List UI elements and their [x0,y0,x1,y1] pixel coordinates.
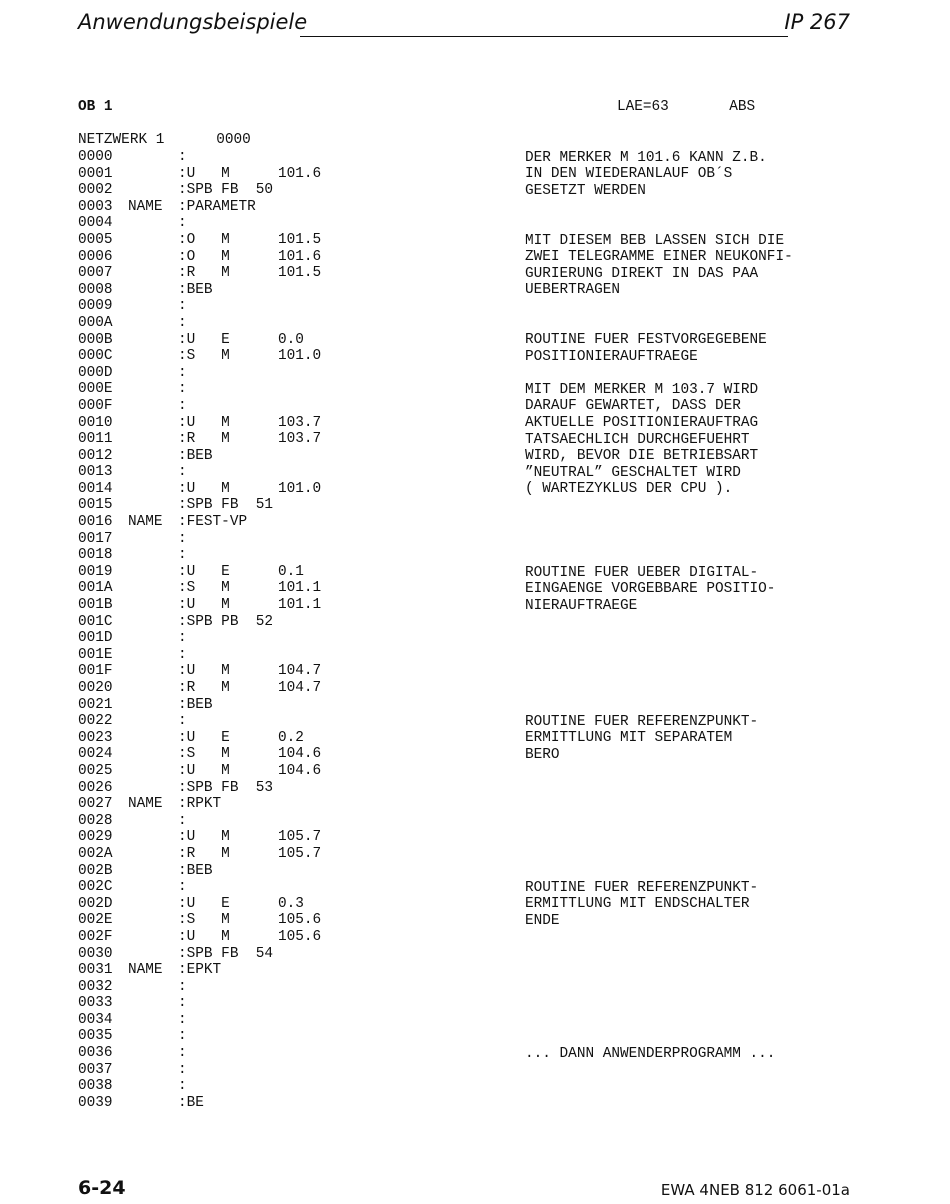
statement-address: 001B [78,597,113,614]
statement-address: 0017 [78,530,113,547]
block-info [617,99,755,115]
comment-block: ROUTINE FUER REFERENZPUNKT- ERMITTLUNG MIT SEPARATEM BERO [525,713,759,764]
statement-operand: 101.1 [278,580,322,597]
statement-operation: :SPB FB 51 [178,497,273,514]
statement-operation: :R M [178,680,230,696]
statement-operation: : [178,646,187,663]
statement-operation: :BEB [178,447,213,464]
statement-address: 0004 [78,215,113,232]
statement-operand: 101.5 [278,231,322,248]
statement-operation: : [178,1011,187,1028]
statement-operation: :R M [178,265,230,282]
statement-address: 0031 [78,962,113,979]
statement-operand: 104.7 [278,663,322,680]
statement-operation: : [178,397,187,414]
comment-block: MIT DIESEM BEB LASSEN SICH DIE ZWEI TELEGRAMME EINER NEUKONFI- GURIERUNG DIREKT IN DAS PAA UEBERTRAGEN [525,232,793,299]
statement-address: 0007 [78,265,113,282]
statement-operation: :U M [178,480,230,497]
statement-operand: 104.7 [278,680,322,696]
statement-operation: : [178,1061,187,1078]
statement-address: 0001 [78,165,113,182]
statement-address: 0034 [78,1011,113,1028]
statement-address: 0011 [78,431,113,448]
statement-operation: : [178,381,187,398]
comment-block: DER MERKER M 101.6 KANN Z.B. IN DEN WIEDERANLAUF OB´S GESETZT WERDEN [525,149,767,199]
statement-address: 0029 [78,829,113,846]
statement-operation: :U E [178,729,230,746]
statement-address: 0005 [78,231,113,248]
network-label: NETZWERK 1 [78,132,165,148]
statement-address: 0036 [78,1045,113,1062]
statement-operation: :R M [178,431,230,448]
statement-address: 0009 [78,298,113,315]
statement-operation: :S M [178,580,230,597]
block-name: OB 1 [78,99,113,115]
statement-operand: 105.7 [278,829,322,846]
section-title: Anwendungsbeispiele [78,10,308,34]
statement-operand: 0.1 [278,563,304,580]
statement-address: 0000 [78,149,113,165]
network-addr: 0000 [216,132,251,148]
statement-operand: 105.6 [278,928,322,945]
statement-operand: 101.6 [278,165,322,182]
statement-address: 000D [78,364,113,381]
statement-operand: 101.1 [278,597,322,614]
statement-operation: :U M [178,663,230,680]
statement-address: 002B [78,862,113,879]
statement-operation: :EPKT [178,962,222,979]
statement-address: 001A [78,580,113,597]
statement-address: 0033 [78,995,113,1012]
statement-address: 002D [78,895,113,912]
statement-operation: : [178,530,187,547]
statement-operation: :U M [178,762,230,779]
statement-address: 000E [78,381,113,398]
statement-operation: :U E [178,563,230,580]
name-marker: NAME [128,514,163,531]
statement-operand: 105.6 [278,912,322,929]
statement-address: 0014 [78,480,113,497]
statement-address: 002E [78,912,113,929]
statement-operation: :FEST-VP [178,514,248,531]
statement-operation: :U E [178,895,230,912]
statement-address: 002C [78,879,113,896]
statement-address: 0006 [78,248,113,265]
statement-address: 0026 [78,779,113,796]
network-header [78,132,251,148]
statement-address: 000B [78,331,113,348]
statement-operation: :S M [178,348,230,365]
statement-address: 0037 [78,1061,113,1078]
statement-address: 0038 [78,1078,113,1095]
page-number: 6-24 [78,1177,126,1199]
statement-operation: :SPB FB 50 [178,182,273,199]
statement-address: 001D [78,630,113,647]
statement-operation: :U M [178,165,230,182]
statement-operation: : [178,298,187,315]
statement-operation: :BEB [178,696,213,713]
statement-operation: : [178,978,187,995]
statement-address: 0016 [78,514,113,531]
name-marker: NAME [128,198,163,215]
statement-operation: :SPB PB 52 [178,613,273,630]
statement-operation: : [178,547,187,564]
statement-address: 001F [78,663,113,680]
statement-operand: 101.0 [278,348,322,365]
statement-address: 0028 [78,812,113,829]
comment-block: ROUTINE FUER FESTVORGEGEBENE POSITIONIERAUFTRAEGE [525,332,767,365]
statement-operation: : [178,1078,187,1095]
lae-value: LAE=63 [617,99,669,115]
statement-operation: :U E [178,331,230,348]
mode-value: ABS [729,99,756,115]
statement-operand: 101.0 [278,480,322,497]
statement-address: 0027 [78,796,113,813]
statement-operation: :R M [178,845,230,862]
statement-operand: 104.6 [278,746,322,763]
page-header [78,10,850,40]
statement-operand: 101.5 [278,265,322,282]
header-rule [300,36,788,37]
statement-operation: : [178,364,187,381]
statement-operand: 104.6 [278,762,322,779]
statement-operation: :O M [178,231,230,248]
statement-address: 002F [78,928,113,945]
statement-address: 001C [78,613,113,630]
statement-address: 0035 [78,1028,113,1045]
document-id: EWA 4NEB 812 6061-01a [660,1181,850,1199]
statement-address: 0012 [78,447,113,464]
statement-address: 0018 [78,547,113,564]
statement-operation: :SPB FB 54 [178,945,273,962]
comment-block: MIT DEM MERKER M 103.7 WIRD DARAUF GEWARTET, DASS DER AKTUELLE POSITIONIERAUFTRAG TATSAECHLICH DURCHGEFUEHRT WIRD, BEVOR DIE BETRIEBSART ”NEUTRAL” GESCHALTET WIRD ( WARTEZYKLUS DER CPU ). [525,381,759,498]
statement-address: 000C [78,348,113,365]
statement-operation: : [178,879,187,896]
statement-address: 0003 [78,198,113,215]
statement-address: 0013 [78,464,113,481]
comment-block: ROUTINE FUER REFERENZPUNKT- ERMITTLUNG MIT ENDSCHALTER ENDE [525,879,759,930]
statement-operation: : [178,464,187,481]
statement-operation: : [178,215,187,232]
statement-address: 000F [78,397,113,414]
statement-address: 000A [78,314,113,331]
statement-operand: 105.7 [278,845,322,862]
statement-operation: : [178,314,187,331]
statement-address: 0002 [78,182,113,199]
statement-address: 0030 [78,945,113,962]
statement-address: 0008 [78,281,113,298]
statement-operation: : [178,1028,187,1045]
statement-address: 0022 [78,713,113,730]
statement-operation: : [178,630,187,647]
statement-address: 0021 [78,696,113,713]
statement-operand: 0.2 [278,729,304,746]
statement-operand: 0.3 [278,895,304,912]
statement-operand: 101.6 [278,248,322,265]
statement-operand: 103.7 [278,414,322,431]
statement-address: 002A [78,845,113,862]
statement-operation: :O M [178,248,230,265]
statement-operand: 0.0 [278,331,304,348]
statement-operation: :SPB FB 53 [178,779,273,796]
statement-operation: :U M [178,414,230,431]
comment-block: ROUTINE FUER UEBER DIGITAL- EINGAENGE VORGEBBARE POSITIO- NIERAUFTRAEGE [525,564,776,614]
statement-address: 0019 [78,563,113,580]
statement-address: 001E [78,646,113,663]
statement-operation: : [178,149,187,165]
statement-address: 0024 [78,746,113,763]
statement-address: 0020 [78,680,113,696]
statement-operation: :U M [178,597,230,614]
statement-operation: : [178,1045,187,1062]
statement-operation: :PARAMETR [178,198,256,215]
statement-address: 0023 [78,729,113,746]
name-marker: NAME [128,796,163,813]
comment-block: ... DANN ANWENDERPROGRAMM ... [525,1046,776,1062]
statement-operation: : [178,995,187,1012]
statement-operand: 103.7 [278,431,322,448]
statement-operation: :BEB [178,281,213,298]
statement-address: 0010 [78,414,113,431]
statement-address: 0039 [78,1094,113,1111]
statement-operation: :U M [178,829,230,846]
statement-operation: :S M [178,746,230,763]
statement-operation: :BE [178,1094,204,1111]
statement-operation: : [178,812,187,829]
statement-address: 0025 [78,762,113,779]
device-title: IP 267 [784,10,850,34]
statement-operation: :U M [178,928,230,945]
statement-operation: : [178,713,187,730]
statement-operation: :BEB [178,862,213,879]
statement-operation: :S M [178,912,230,929]
statement-operation: :RPKT [178,796,222,813]
statement-address: 0015 [78,497,113,514]
statement-address: 0032 [78,978,113,995]
name-marker: NAME [128,962,163,979]
